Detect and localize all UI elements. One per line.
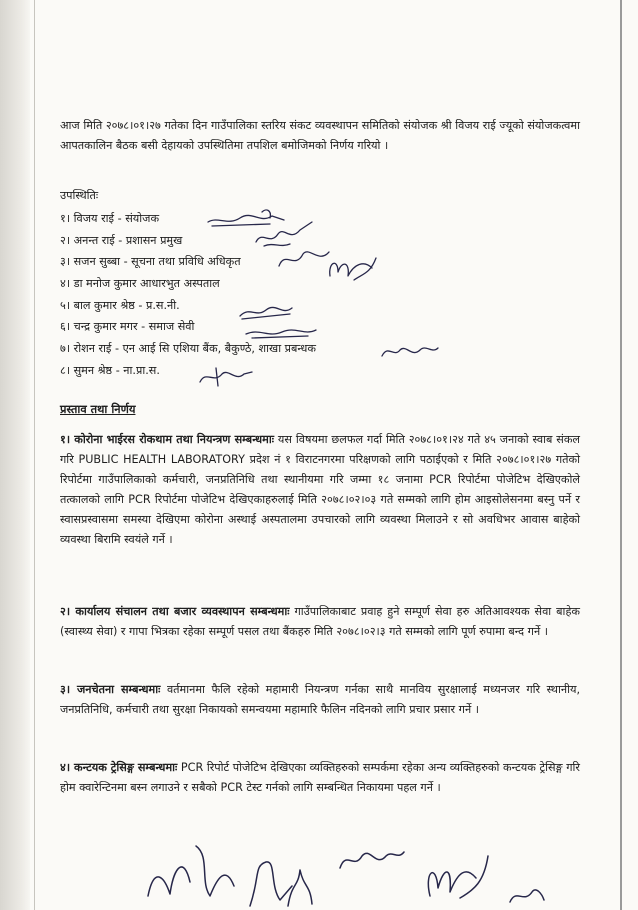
attendance-label: उपस्थितिः bbox=[60, 189, 99, 202]
margin-rule bbox=[620, 0, 622, 910]
bottom-signature-6 bbox=[504, 878, 548, 910]
decision-2-title: २। कार्यालय संचालन तथा बजार व्यवस्थापन सम्बन्धमाः bbox=[60, 605, 290, 618]
decision-2 bbox=[60, 602, 584, 642]
attendee-2: २। अनन्त राई - प्रशासन प्रमुख bbox=[60, 233, 183, 247]
bottom-signature-1 bbox=[140, 836, 240, 910]
decision-4-body: PCR रिपोर्ट पोजेटिभ देखिएका व्यक्तिहरुको सम्पर्कमा रहेका अन्य व्यक्तिहरुको कन्टयक ट्रेसिङ्ग गरि होम क्वारेन्टिनमा बस्न लगाउने र सबैको PCR टेस्ट गर्नको लागि सम्बन्धित निकायमा पहल गर्ने । bbox=[60, 761, 584, 794]
intro-paragraph: आज मिति २०७८।०१।२७ गतेका दिन गाउँपालिका स्तरिय संकट व्यवस्थापन समितिको संयोजक श्री विजय राई ज्यूको संयोजकत्वमा आपतकालिन बैठक बसी देहायको उपस्थितिमा तपशिल बमोजिमको निर्णय गरियो । bbox=[60, 119, 584, 152]
signature-6-mark bbox=[242, 322, 322, 342]
binding-line bbox=[34, 0, 35, 910]
attendee-5: ५। बाल कुमार श्रेष्ठ - प्र.स.नी. bbox=[60, 298, 180, 312]
decisions-heading: प्रस्ताव तथा निर्णय bbox=[60, 402, 136, 416]
decision-4-title: ४। कन्टयक ट्रेसिङ्ग सम्बन्धमाः bbox=[60, 761, 178, 774]
attendee-8: ८। सुमन श्रेष्ठ - ना.प्रा.स. bbox=[60, 363, 160, 377]
decision-1 bbox=[60, 430, 584, 550]
decision-3-body: वर्तमानमा फैलि रहेको महामारी नियन्त्रण गर्नका साथै मानविय सुरक्षालाई मध्यनजर गरि स्थानीय, जनप्रतिनिधि, कर्मचारी तथा सुरक्षा निकायको समन्वयमा महामारि फैलिन नदिनको लागि प्रचार प्रसार गर्ने । bbox=[60, 683, 584, 716]
signature-8-mark bbox=[196, 362, 256, 390]
page-edge-shadow bbox=[0, 0, 30, 910]
decision-4 bbox=[60, 758, 584, 798]
attendee-3: ३। सजन सुब्बा - सूचना तथा प्रविधि अधिकृत bbox=[60, 255, 241, 269]
decision-2-body: गाउँपालिकाबाट प्रवाह हुने सम्पूर्ण सेवा हरु अतिआवश्यक सेवा बाहेक (स्वास्थ्य सेवा) र गापा भित्रका रहेका सम्पूर्ण पसल तथा बैंकहरु मिति २०७८।०२।३ गते सम्मको लागि पूर्ण रुपामा बन्द गर्ने । bbox=[60, 605, 584, 638]
bottom-signature-3 bbox=[282, 858, 318, 910]
decision-1-title: १। कोरोना भाईरस रोकथाम तथा नियन्त्रण सम्बन्धमाः bbox=[60, 433, 275, 446]
signature-5-mark bbox=[236, 302, 296, 322]
bottom-signature-4 bbox=[334, 842, 408, 882]
attendee-1: १। विजय राई - संयोजक bbox=[60, 212, 160, 225]
decision-3-title: ३। जनचेतना सम्बन्धमाः bbox=[60, 683, 161, 696]
decision-1-body: यस विषयमा छलफल गर्दा मिति २०७८।०१।२४ गते ४५ जनाको स्वाब संकल गरि PUBLIC HEALTH LABORATORY प्रदेश नं १ विराटनगरमा परिक्षणको लागि पठाईएको र मिति २०७८।०१।२७ गतेको रिपोर्टमा गाउँपालिकाको कर्मचारी, जनप्रतिनिधि तथा स्थानीयमा गरि जम्मा १८ जनामा PCR रिपोर्टमा पोजेटिभ देखिएकोले तत्कालको लागि PCR रिपोर्टमा पोजेटिभ देखिएकाहरुलाई मिति २०७८।०२।०३ गते सम्मको लागि होम आइसोलेसनमा बस्नु पर्ने र स्वासप्रस्वासमा समस्या देखिएमा कोरोना अस्थाई अस्पतालमा उपचारको लागि व्यवस्था मिलाउने र सो अवधिभर आवास बाहेको व्यवस्था बिरामि स्वयंले गर्ने । bbox=[60, 433, 584, 546]
signature-4-mark bbox=[324, 252, 380, 286]
bottom-signature-5 bbox=[420, 842, 494, 910]
attendee-6: ६। चन्द्र कुमार मगर - समाज सेवी bbox=[60, 320, 195, 334]
attendee-4: ४। डा मनोज कुमार आधारभुत अस्पताल bbox=[60, 277, 220, 291]
attendee-7: ७। रोशन राई - एन आई सि एशिया बैंक, बैकुण्ठे, शाखा प्रबन्धक bbox=[60, 342, 316, 356]
signature-7-mark bbox=[378, 340, 442, 364]
decision-3 bbox=[60, 680, 584, 720]
